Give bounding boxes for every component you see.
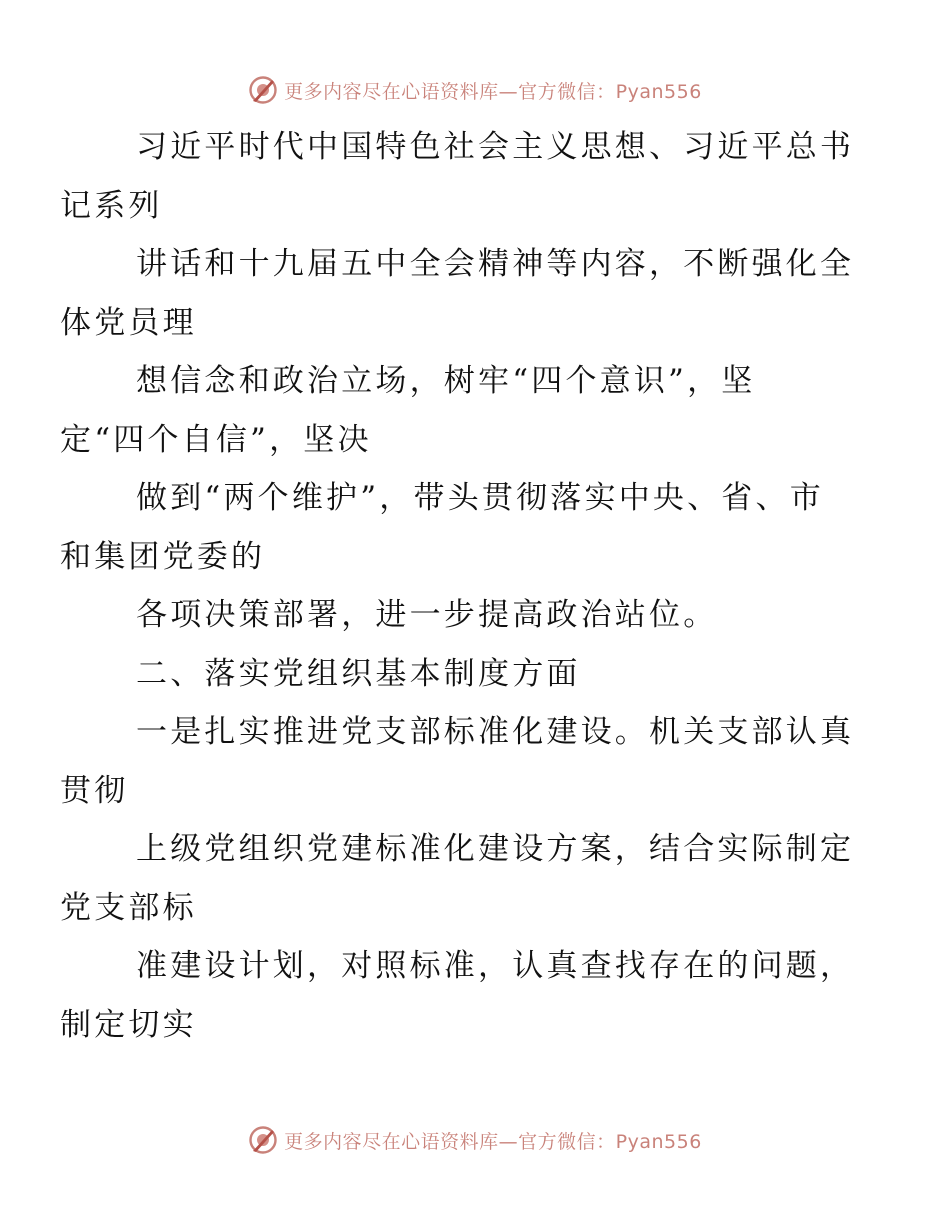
paragraph-line-wrap: 党支部标 [60,889,197,926]
paragraph-line: 准建设计划，对照标准，认真查找存在的问题， [136,948,855,984]
paragraph-9 [60,937,858,1054]
paragraph-line-wrap: 和集团党委的 [60,538,266,575]
paragraph-line-wrap: 贯彻 [60,772,129,809]
paragraph-line: 讲话和十九届五中全会精神等内容，不断强化全 [136,246,855,282]
paragraph-8 [60,820,858,937]
paragraph-line: 一是扎实推进党支部标准化建设。机关支部认真 [136,714,855,750]
paragraph-1 [60,118,858,235]
paragraph-line: 想信念和政治立场，树牢“四个意识”，坚 [136,363,756,399]
heading-line: 二、落实党组织基本制度方面 [136,655,581,692]
section-heading [98,645,858,704]
paragraph-line-wrap: 制定切实 [60,1006,197,1043]
paragraph-5 [98,586,858,645]
watermark-header [0,72,950,108]
paragraph-line: 习近平时代中国特色社会主义思想、习近平总书 [136,129,855,165]
paragraph-2 [60,235,858,352]
paragraph-line: 上级党组织党建标准化建设方案，结合实际制定 [136,831,855,867]
watermark-text: 更多内容尽在心语资料库—官方微信：Pyan556 [284,80,702,103]
paragraph-4 [60,469,858,586]
paragraph-line: 做到“两个维护”，带头贯彻落实中央、省、市 [136,480,824,516]
paragraph-line-wrap: 记系列 [60,187,163,224]
pen-circle-logo-icon [248,75,278,105]
pen-circle-logo-icon [248,1125,278,1155]
watermark-text: 更多内容尽在心语资料库—官方微信：Pyan556 [284,1130,702,1153]
paragraph-7 [60,703,858,820]
paragraph-line-wrap: 定“四个自信”，坚决 [60,421,372,458]
paragraph-line-wrap: 体党员理 [60,304,197,341]
document-body [60,118,858,1054]
watermark-footer [0,1122,950,1158]
paragraph-3 [60,352,858,469]
paragraph-line: 各项决策部署，进一步提高政治站位。 [136,597,718,633]
